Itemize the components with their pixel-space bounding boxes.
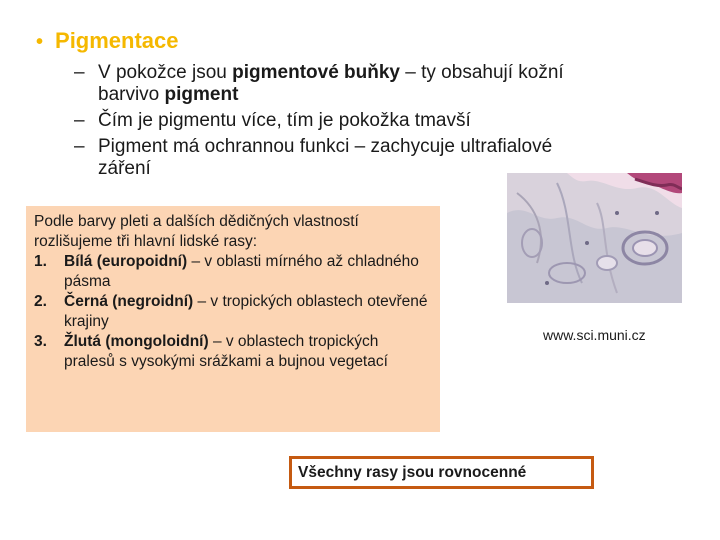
race-description: – v oblasti mírného až chladného pásma xyxy=(64,253,419,290)
sub-bullet-bold: pigment xyxy=(164,84,239,105)
section-heading xyxy=(36,28,179,54)
sub-bullet-2 xyxy=(74,110,574,132)
bullet-icon: • xyxy=(36,31,44,53)
race-number: 1. xyxy=(34,253,47,270)
sub-bullet-bold: pigmentové buňky xyxy=(232,62,400,83)
race-item-1 xyxy=(34,252,432,292)
equality-note-text: Všechny rasy jsou rovnocenné xyxy=(298,464,527,481)
race-number: 2. xyxy=(34,293,47,310)
races-intro: Podle barvy pleti a dalších dědičných vlastností rozlišujeme tři hlavní lidské rasy: xyxy=(34,213,359,250)
race-name: Bílá (europoidní) xyxy=(64,253,188,270)
race-number: 3. xyxy=(34,333,47,350)
race-item-3 xyxy=(34,332,432,372)
race-name: Žlutá (mongoloidní) xyxy=(64,333,209,350)
human-races-box xyxy=(26,206,440,432)
equality-note-box xyxy=(289,456,594,489)
sub-bullet-text: Čím je pigmentu více, tím je pokožka tmavší xyxy=(98,110,471,131)
race-name: Černá (negroidní) xyxy=(64,293,194,310)
dash-icon: – xyxy=(74,62,85,83)
sub-bullet-text: Pigment má ochrannou funkci – zachycuje ultrafialové záření xyxy=(98,136,553,179)
race-item-2 xyxy=(34,292,432,332)
dash-icon: – xyxy=(74,136,85,157)
section-heading-text: Pigmentace xyxy=(55,28,179,53)
image-source-caption: www.sci.muni.cz xyxy=(543,327,646,343)
races-list xyxy=(34,252,432,372)
sub-bullet-text: V pokožce jsou xyxy=(98,62,233,83)
sub-bullet-list xyxy=(74,62,574,184)
sub-bullet-1 xyxy=(74,62,574,106)
sub-bullet-text: – ty obsahují kožní barvivo xyxy=(98,62,564,105)
dash-icon: – xyxy=(74,110,85,131)
sub-bullet-3 xyxy=(74,136,574,180)
skin-histology-image xyxy=(507,173,682,303)
race-description: – v tropických oblastech otevřené krajiny xyxy=(64,293,428,330)
race-description: – v oblastech tropických pralesů s vysokými srážkami a bujnou vegetací xyxy=(64,333,388,370)
